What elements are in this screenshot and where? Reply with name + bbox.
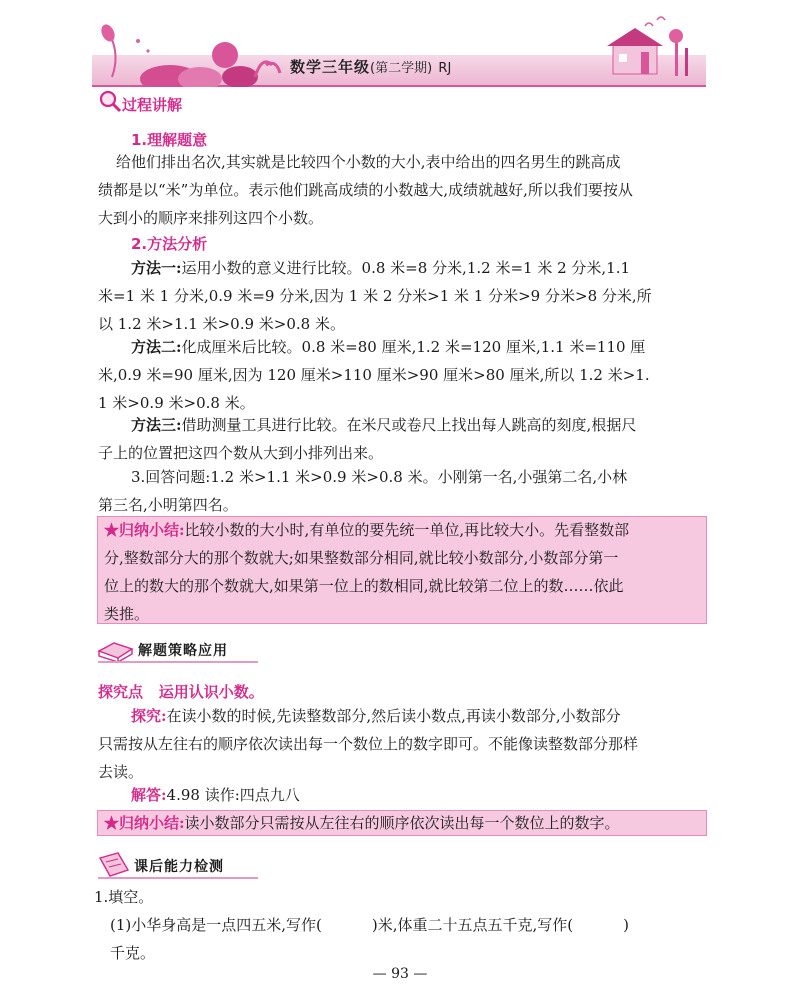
step2-title: 2.方法分析 xyxy=(131,235,208,253)
explore-point: 探究点 运用认识小数。 xyxy=(98,683,264,701)
header-left-decoration-icon xyxy=(90,15,290,87)
method2: 方法二:化成厘米后比较。0.8 米=80 厘米,1.2 米=120 厘米,1.1 米=110 厘 米,0.9 米=90 厘米,因为 120 厘米>110 厘米>90 厘米>80 厘米,所以 1.2 米>1. 1 米>0.9 米>0.8 米。 xyxy=(98,338,650,412)
strategy-underline xyxy=(98,661,258,663)
notebook-icon xyxy=(96,850,132,878)
explore-text: 探究:在读小数的时候,先读整数部分,然后读小数点,再读小数部分,小数部分 只需按从左往右的顺序依次读出每一个数位上的数字即可。不能像读整数部分那样 去读。 xyxy=(98,707,639,781)
step3-answer: 3.回答问题:1.2 米>1.1 米>0.9 米>0.8 米。小刚第一名,小强第二名,小林 第三名,小明第四名。 xyxy=(98,468,628,514)
header-right-decoration-icon xyxy=(585,8,705,88)
question-1-1-unit: 千克。 xyxy=(110,944,156,962)
process-heading: 过程讲解 xyxy=(122,96,183,114)
magnifier-icon xyxy=(97,89,123,113)
summary-label: ★归纳小结: xyxy=(104,521,185,539)
question-1-1: (1)小华身高是一点四五米,写作( )米,体重二十五点五千克,写作( ) xyxy=(110,916,629,934)
page-number: — 93 — xyxy=(372,966,428,982)
header-title: 数学三年级(第二学期) RJ xyxy=(290,58,452,76)
step1-paragraph: 给他们排出名次,其实就是比较四个小数的大小,表中给出的四名男生的跳高成 绩都是以“米”为单位。表示他们跳高成绩的小数越大,成绩就越好,所以我们要按从 大到小的顺序来排列这四个小数。 xyxy=(98,153,633,227)
book-icon xyxy=(96,637,136,663)
homework-underline xyxy=(98,877,258,879)
question-1-title: 1.填空。 xyxy=(94,888,154,906)
method1: 方法一:运用小数的意义进行比较。0.8 米=8 分米,1.2 米=1 米 2 分米,1.1 米=1 米 1 分米,0.9 米=9 分米,因为 1 米 2 分米>1 米 1 分米>9 分米>8 分米,所 以 1.2 米>1.1 米>0.9 米>0.8 米。 xyxy=(98,259,652,333)
summary-box-2: ★归纳小结:读小数部分只需按从左往右的顺序依次读出每一个数位上的数字。 xyxy=(97,810,707,836)
summary-box-1: ★归纳小结:比较小数的大小时,有单位的要先统一单位,再比较大小。先看整数部 分,整数部分大的那个数就大;如果整数部分相同,就比较小数部分,小数部分第一 位上的数大的那个数就大,如果第一位上的数相同,就比较第二位上的数……依此 类推。 xyxy=(97,516,707,624)
explore-answer: 解答:4.98 读作:四点九八 xyxy=(131,786,300,804)
homework-heading: 课后能力检测 xyxy=(134,859,224,875)
strategy-heading: 解题策略应用 xyxy=(138,643,228,659)
method3: 方法三:借助测量工具进行比较。在米尺或卷尺上找出每人跳高的刻度,根据尺 子上的位置把这四个数从大到小排列出来。 xyxy=(98,416,637,462)
step1-title: 1.理解题意 xyxy=(131,131,208,149)
